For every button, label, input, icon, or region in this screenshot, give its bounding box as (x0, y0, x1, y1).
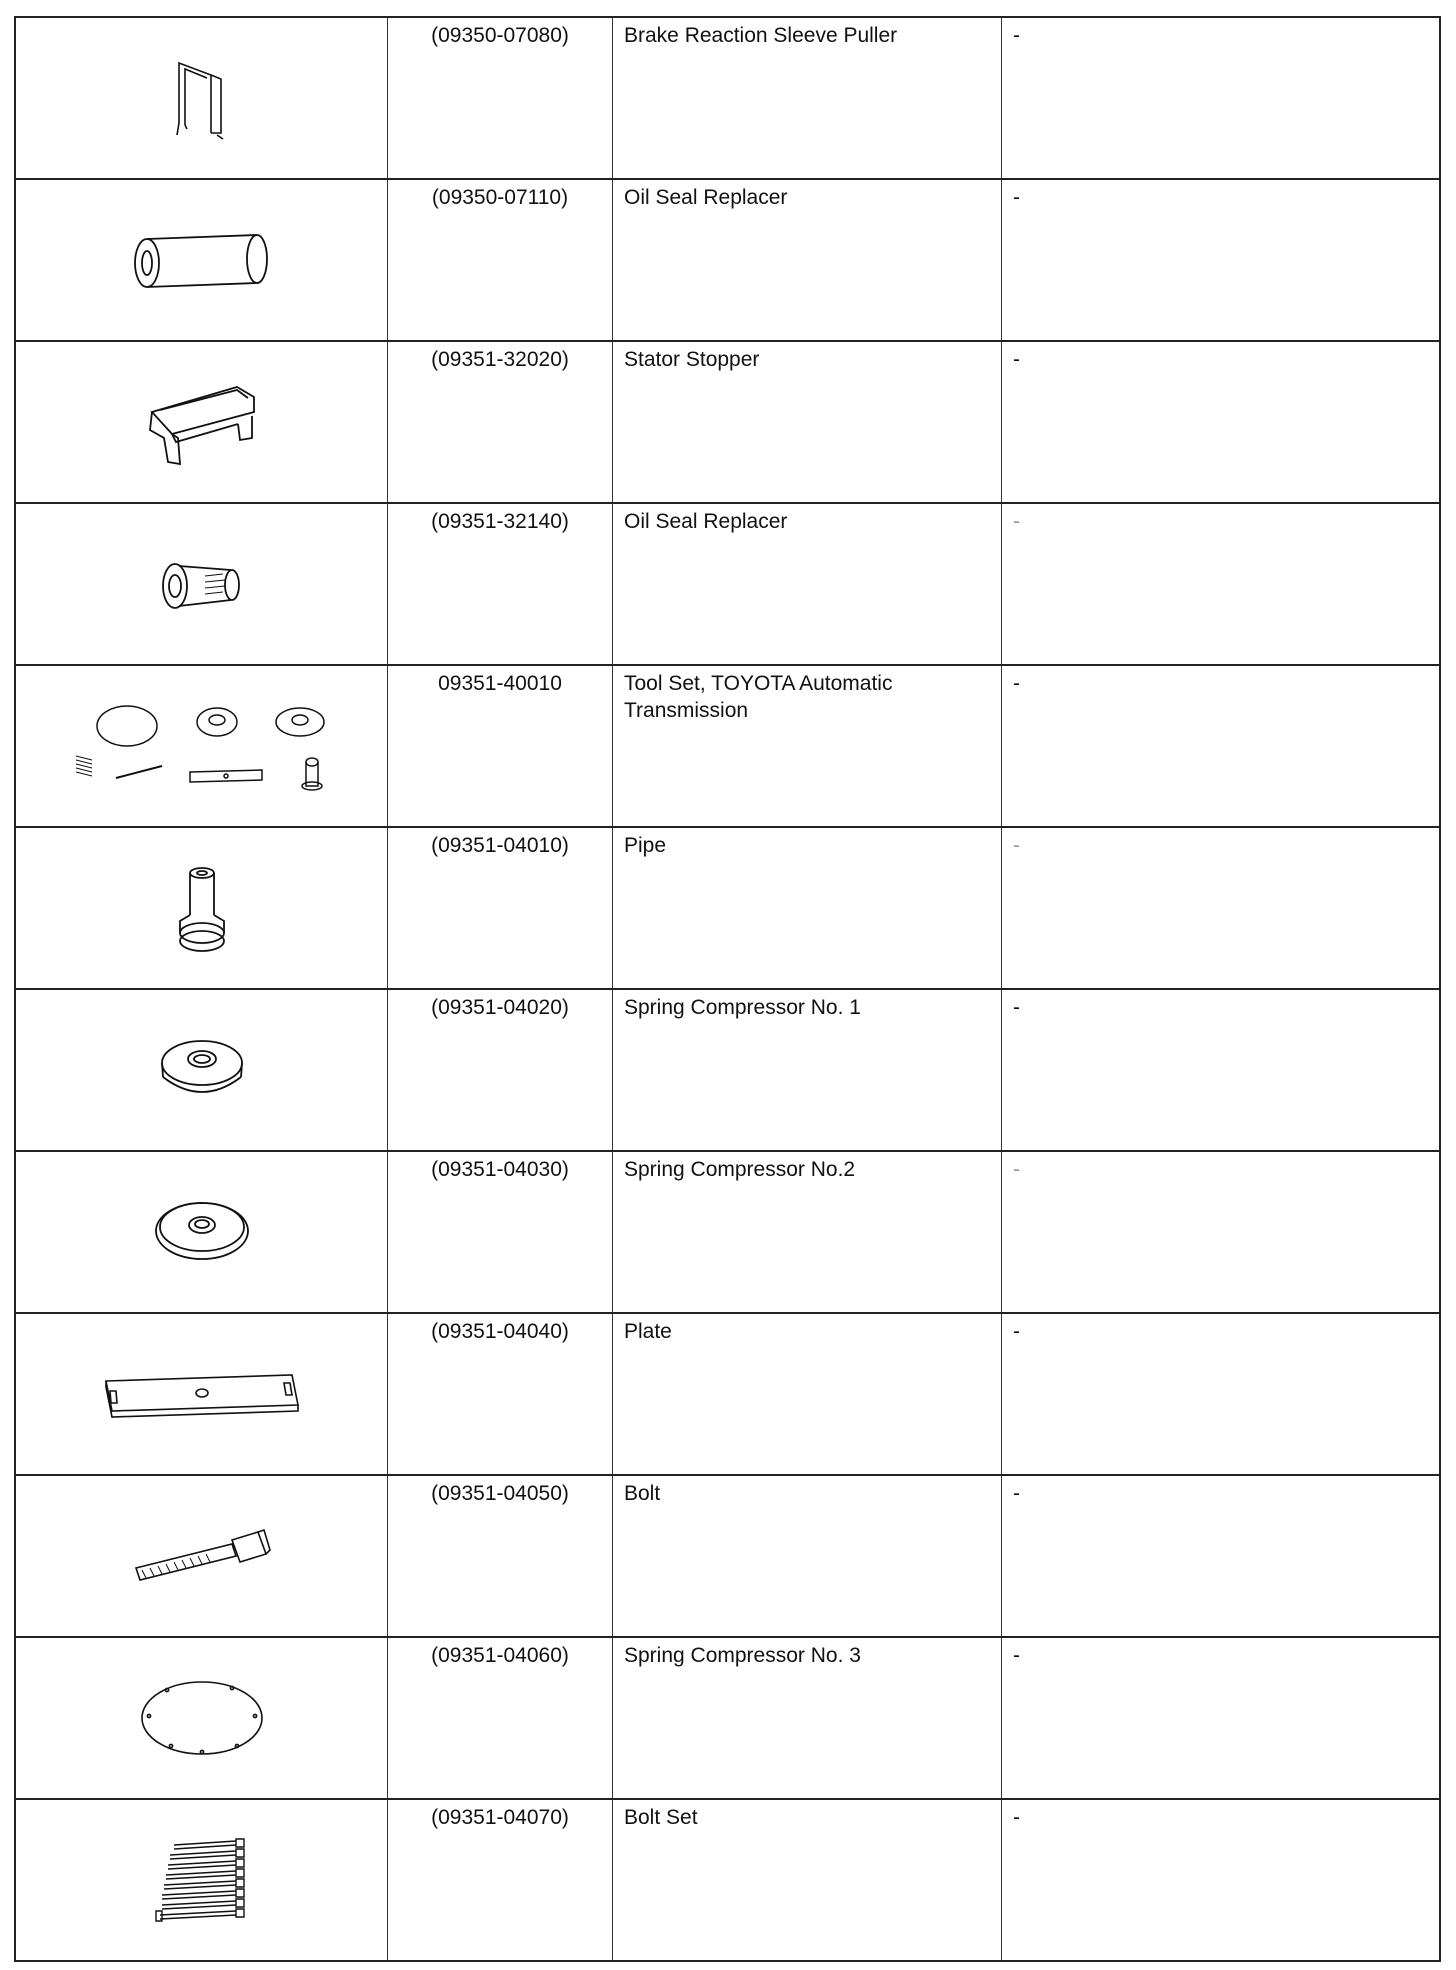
tool-illustration-cell (16, 18, 388, 178)
tool-name: Oil Seal Replacer (613, 504, 1002, 664)
tool-note: - (1013, 510, 1020, 533)
pipe-icon (172, 863, 232, 953)
tool-note: - (1013, 186, 1020, 209)
table-row (16, 1638, 1439, 1800)
tool-illustration-cell (16, 504, 388, 664)
table-row (16, 180, 1439, 342)
table-row (16, 342, 1439, 504)
plate-icon (102, 1369, 302, 1419)
tool-note: - (1013, 348, 1020, 371)
part-number: (09351-04070) (388, 1800, 613, 1960)
part-number: (09351-04040) (388, 1314, 613, 1474)
tool-illustration-cell (16, 990, 388, 1150)
tool-note: - (1013, 24, 1020, 47)
tool-note: - (1013, 1482, 1020, 1505)
bolt-icon (132, 1526, 272, 1586)
part-number: (09351-04050) (388, 1476, 613, 1636)
tool-name: Oil Seal Replacer (613, 180, 1002, 340)
tool-name: Bolt Set (613, 1800, 1002, 1960)
tool-illustration-cell (16, 666, 388, 826)
part-number: (09351-32020) (388, 342, 613, 502)
spring-compressor-2-icon (152, 1197, 252, 1267)
tool-name: Pipe (613, 828, 1002, 988)
tool-name (613, 666, 1002, 826)
sleeve-puller-icon (167, 53, 237, 143)
tool-set-icon (72, 696, 332, 796)
tool-note: - (1013, 672, 1020, 695)
special-tools-table (14, 16, 1441, 1962)
tool-illustration-cell (16, 342, 388, 502)
tool-name: Spring Compressor No.2 (613, 1152, 1002, 1312)
tool-name: Spring Compressor No. 1 (613, 990, 1002, 1150)
tool-note: - (1013, 834, 1020, 857)
part-number: (09351-04010) (388, 828, 613, 988)
tool-name: Brake Reaction Sleeve Puller (613, 18, 1002, 178)
table-row (16, 1152, 1439, 1314)
tool-name-line: Transmission (624, 699, 749, 722)
stator-stopper-icon (142, 372, 262, 472)
tool-illustration-cell (16, 1638, 388, 1798)
tool-illustration-cell (16, 1152, 388, 1312)
table-row (16, 1314, 1439, 1476)
table-row (16, 18, 1439, 180)
tool-name: Plate (613, 1314, 1002, 1474)
tool-name: Bolt (613, 1476, 1002, 1636)
part-number: (09350-07110) (388, 180, 613, 340)
table-row (16, 1800, 1439, 1960)
tool-illustration-cell (16, 828, 388, 988)
tool-illustration-cell (16, 180, 388, 340)
tool-name-line: Tool Set, TOYOTA Automatic (624, 672, 893, 695)
tool-note: - (1013, 1806, 1020, 1829)
tool-note: - (1013, 996, 1020, 1019)
tool-name: Spring Compressor No. 3 (613, 1638, 1002, 1798)
tool-illustration-cell (16, 1800, 388, 1960)
tool-note: - (1013, 1158, 1020, 1181)
part-number: (09351-04060) (388, 1638, 613, 1798)
part-number: (09350-07080) (388, 18, 613, 178)
oil-seal-replacer-tube-icon (127, 225, 277, 295)
tool-note: - (1013, 1644, 1020, 1667)
part-number: (09351-04020) (388, 990, 613, 1150)
oil-seal-replacer-icon (157, 554, 247, 614)
spring-compressor-3-icon (137, 1678, 267, 1758)
spring-compressor-1-icon (157, 1035, 247, 1105)
tool-note: - (1013, 1320, 1020, 1343)
table-row (16, 666, 1439, 828)
tool-illustration-cell (16, 1314, 388, 1474)
table-row (16, 828, 1439, 990)
table-row (16, 1476, 1439, 1638)
part-number: (09351-32140) (388, 504, 613, 664)
table-row (16, 990, 1439, 1152)
part-number: 09351-40010 (388, 666, 613, 826)
table-row (16, 504, 1439, 666)
tool-illustration-cell (16, 1476, 388, 1636)
part-number: (09351-04030) (388, 1152, 613, 1312)
bolt-set-icon (152, 1835, 252, 1925)
tool-name: Stator Stopper (613, 342, 1002, 502)
